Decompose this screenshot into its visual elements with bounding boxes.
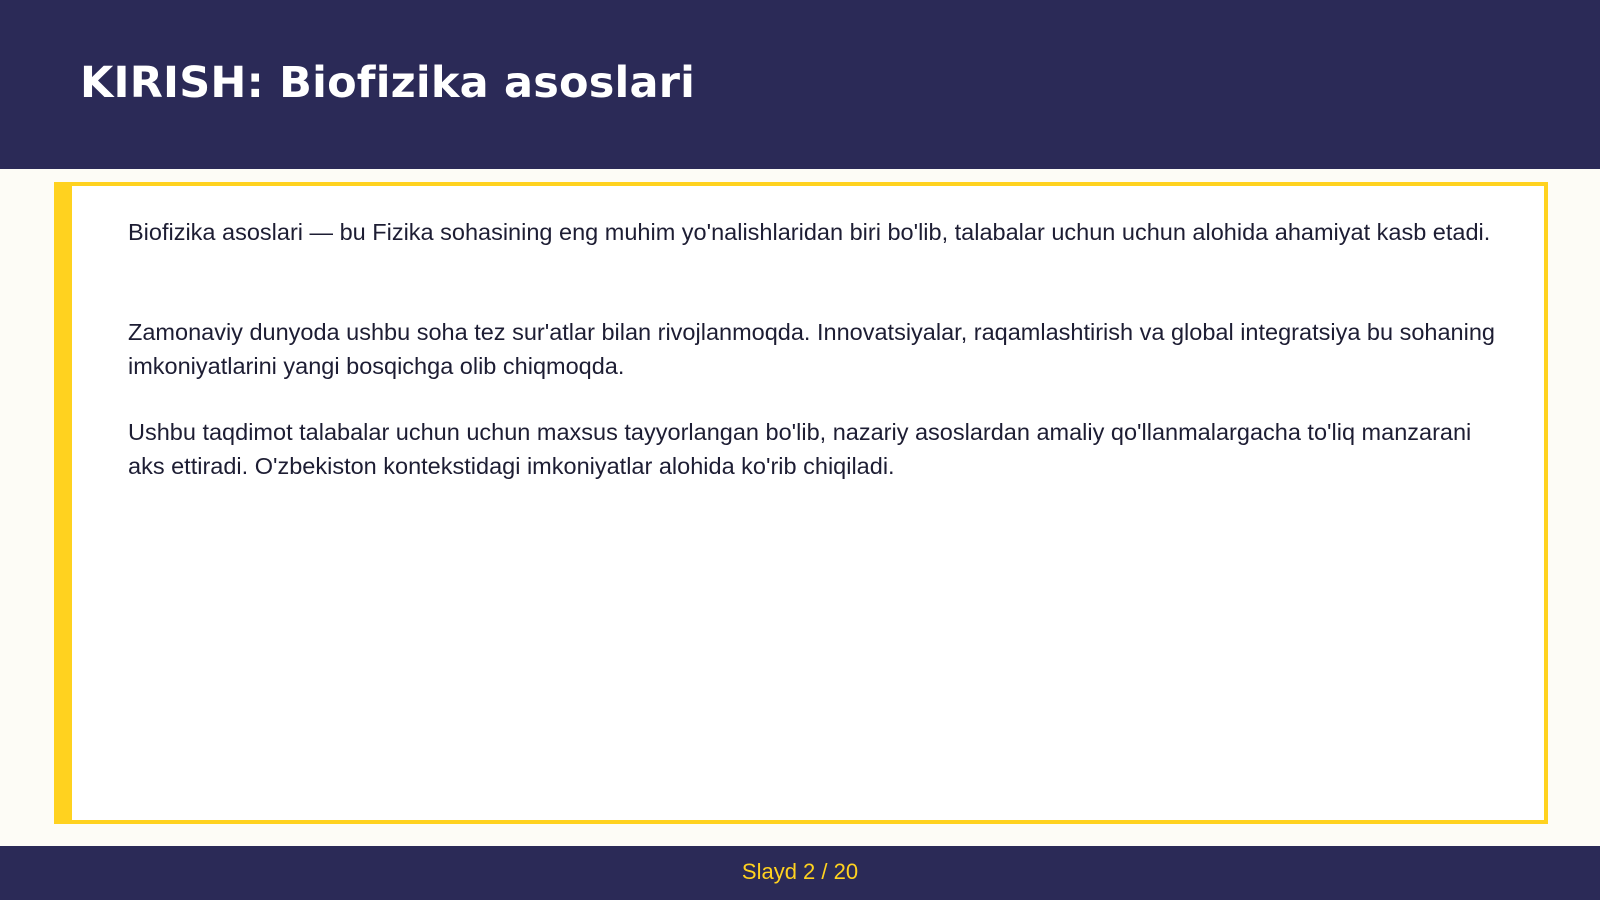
slide-footer (0, 846, 1600, 900)
slide-header (0, 0, 1600, 169)
body-paragraph-3: Ushbu taqdimot talabalar uchun uchun maxsus tayyorlangan bo'lib, nazariy asoslardan amaliy qo'llanmalargacha to'liq manzarani aks ettiradi. O'zbekiston kontekstidagi imkoniyatlar alohida ko'rib chiqiladi. (128, 419, 1472, 479)
body-paragraph-2: Zamonaviy dunyoda ushbu soha tez sur'atlar bilan rivojlanmoqda. Innovatsiyalar, raqamlashtirish va global integratsiya bu sohaning imkoniyatlarini yangi bosqichga olib chiqmoqda. (128, 319, 1495, 379)
content-panel (54, 182, 1548, 824)
slide-number: Slayd 2 / 20 (741, 859, 859, 884)
slide-title: KIRISH: Biofizika asoslari (80, 58, 696, 108)
body-paragraph-1: Biofizika asoslari — bu Fizika sohasining eng muhim yo'nalishlaridan biri bo'lib, talabalar uchun uchun alohida ahamiyat kasb etadi. (128, 219, 1491, 245)
